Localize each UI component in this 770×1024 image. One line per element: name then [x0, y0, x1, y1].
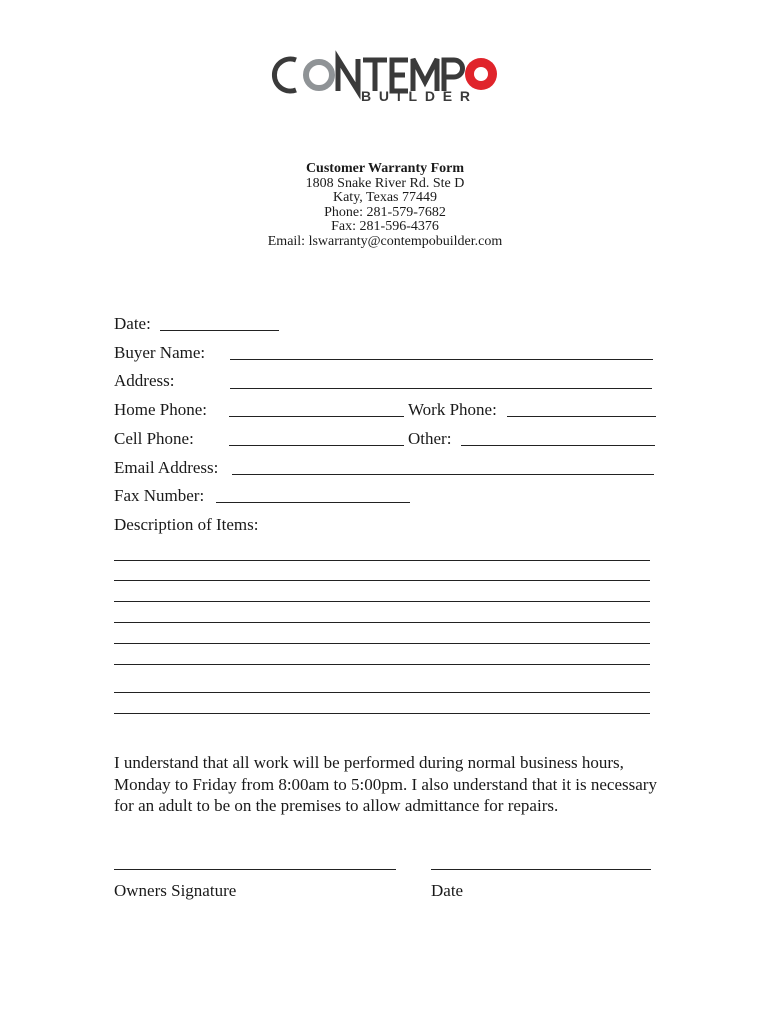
- buyer-name-label: Buyer Name:: [114, 343, 206, 362]
- company-fax: Fax: 281-596-4376: [331, 219, 439, 234]
- address-label: Address:: [114, 371, 175, 390]
- email-label: Email Address:: [114, 458, 219, 477]
- other-phone-field[interactable]: [461, 445, 655, 446]
- company-logo: [262, 50, 502, 114]
- email-field[interactable]: [232, 474, 654, 475]
- form-title: Customer Warranty Form: [305, 161, 465, 176]
- description-line[interactable]: [114, 664, 650, 665]
- company-city: Katy, Texas 77449: [332, 190, 437, 205]
- description-line[interactable]: [114, 713, 650, 714]
- description-line[interactable]: [114, 622, 650, 623]
- work-phone-field[interactable]: [507, 416, 656, 417]
- signature-date-field[interactable]: [431, 869, 651, 870]
- description-line[interactable]: [114, 601, 650, 602]
- company-phone: Phone: 281-579-7682: [324, 204, 446, 220]
- description-line[interactable]: [114, 580, 650, 581]
- logo-subtitle: BUILDER: [361, 88, 478, 104]
- home-phone-label: Home Phone:: [114, 400, 208, 419]
- business-hours-statement: I understand that all work will be performed during normal business hours, Monday to Friday from 8:00am to 5:00pm. I also understand that it is necessary for an adult to be on the premises to allow admittance for repairs.: [114, 753, 657, 815]
- logo-graphic: [262, 50, 502, 114]
- fax-field[interactable]: [216, 502, 410, 503]
- cell-phone-field[interactable]: [229, 445, 404, 446]
- fax-label: Fax Number:: [114, 486, 205, 505]
- address-field[interactable]: [230, 388, 652, 389]
- description-line[interactable]: [114, 692, 650, 693]
- date-field[interactable]: [160, 330, 279, 331]
- buyer-name-field[interactable]: [230, 359, 653, 360]
- signature-date-label: Date: [431, 881, 464, 900]
- description-label: Description of Items:: [114, 515, 259, 534]
- cell-phone-label: Cell Phone:: [114, 429, 194, 448]
- other-phone-label: Other:: [408, 429, 452, 448]
- owner-signature-label: Owners Signature: [114, 881, 237, 900]
- company-address: 1808 Snake River Rd. Ste D: [305, 175, 465, 191]
- company-header: [180, 162, 590, 249]
- company-email: Email: lswarranty@contempobuilder.com: [267, 233, 503, 249]
- home-phone-field[interactable]: [229, 416, 404, 417]
- description-line[interactable]: [114, 560, 650, 561]
- owner-signature-field[interactable]: [114, 869, 396, 870]
- date-label: Date:: [114, 314, 151, 333]
- description-line[interactable]: [114, 643, 650, 644]
- work-phone-label: Work Phone:: [408, 400, 497, 419]
